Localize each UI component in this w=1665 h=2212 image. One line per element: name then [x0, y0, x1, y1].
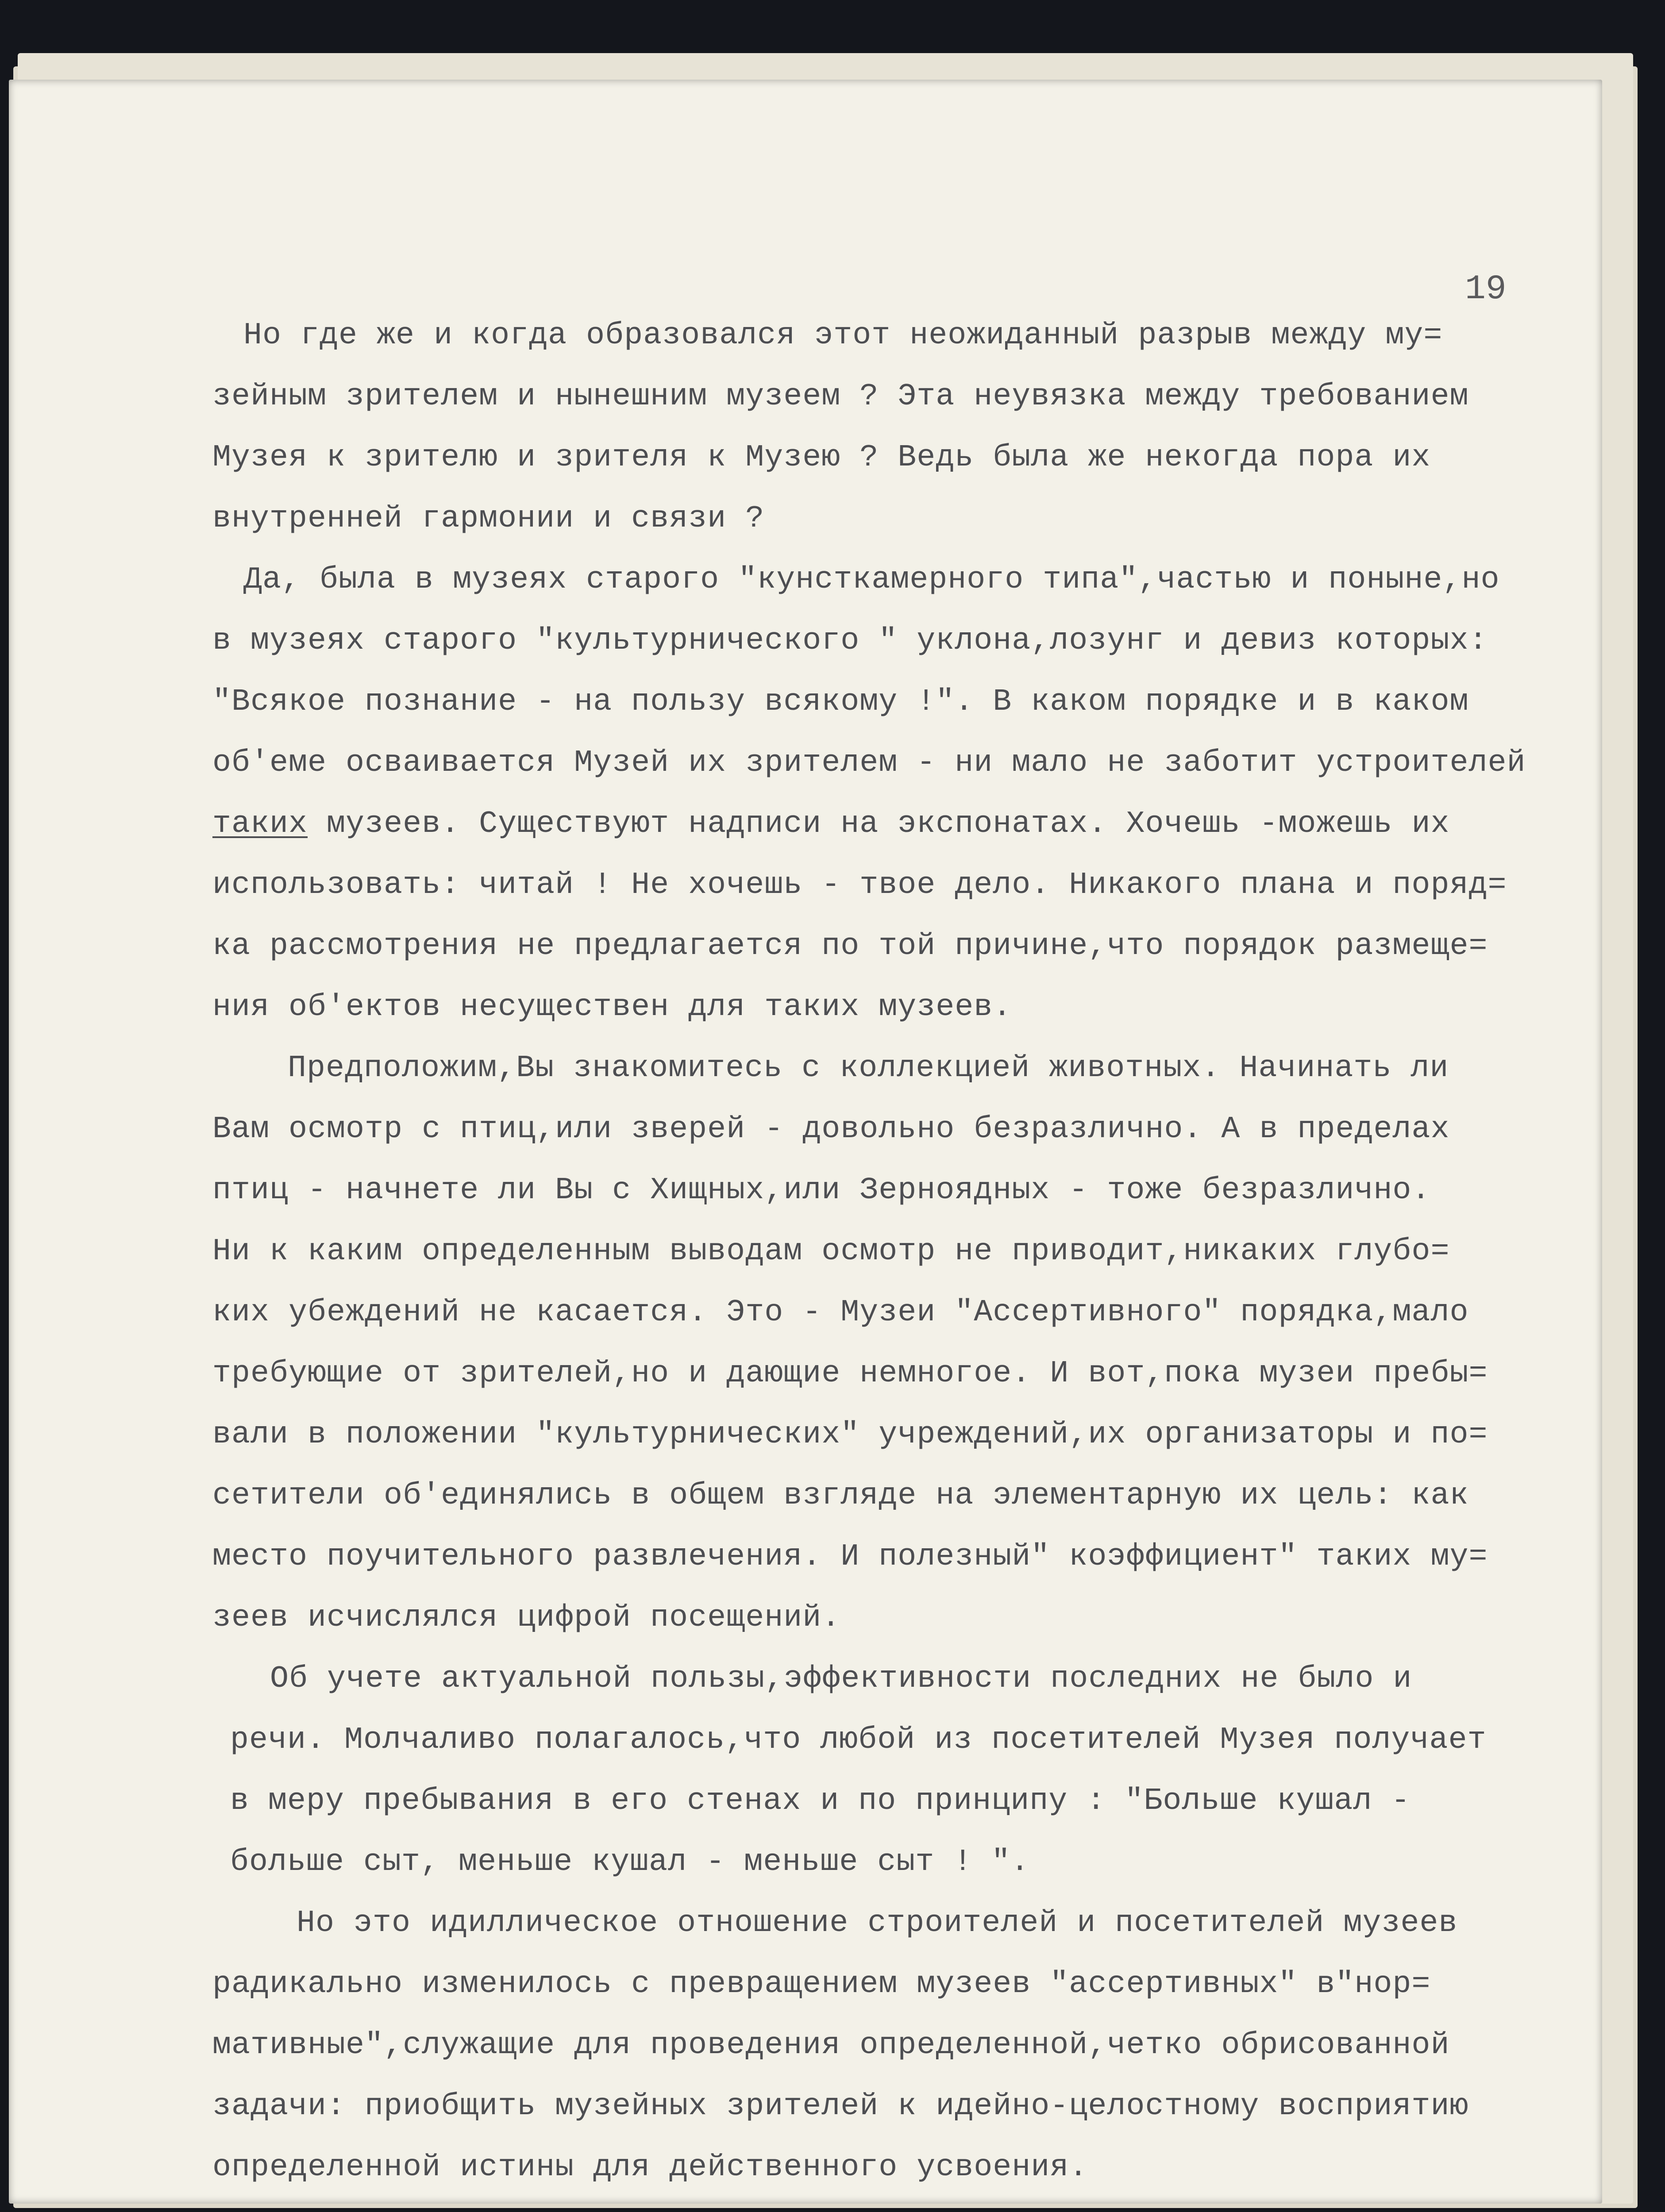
text-line: Предположим,Вы знакомитесь с коллекцией животных. Начинать ли — [288, 1051, 1449, 1086]
text-line: речи. Молчаливо полагалось,что любой из посетителей Музея получает — [230, 1723, 1487, 1758]
text-line: зейным зрителем и нынешним музеем ? Эта неувязка между требованием — [212, 379, 1469, 414]
text-line: ка рассмотрения не предлагается по той причине,что порядок размеще= — [212, 929, 1488, 964]
text-line: задачи: приобщить музейных зрителей к идейно-целостному восприятию — [212, 2089, 1469, 2124]
text-line: таких музеев. Существуют надписи на экспонатах. Хочешь -можешь их — [212, 807, 1450, 842]
text-line: место поучительного развлечения. И полезный" коэффициент" таких му= — [212, 1539, 1488, 1574]
text-line: использовать: читай ! Не хочешь - твое дело. Никакого плана и поряд= — [212, 868, 1507, 903]
text-line: радикально изменилось с превращением музеев "ассертивных" в"нор= — [212, 1967, 1431, 2002]
text-line: Да, была в музеях старого "кунсткамерного типа",частью и поныне,но — [243, 562, 1500, 597]
text-line: Об учете актуальной пользы,эффективности последних не было и — [270, 1662, 1412, 1697]
typewritten-page — [9, 80, 1602, 2204]
text-line: мативные",служащие для проведения определенной,четко обрисованной — [212, 2028, 1450, 2063]
text-line: Музея к зрителю и зрителя к Музею ? Ведь была же некогда пора их — [212, 440, 1431, 475]
text-line: Вам осмотр с птиц,или зверей - довольно безразлично. А в пределах — [212, 1112, 1450, 1147]
text-line: определенной истины для действенного усвоения. — [212, 2150, 1088, 2185]
text-line: зеев исчислялся цифрой посещений. — [212, 1600, 841, 1635]
text-line: больше сыт, меньше кушал - меньше сыт ! ". — [230, 1845, 1030, 1880]
text-line: ния об'ектов несуществен для таких музеев. — [212, 990, 1012, 1025]
text-line: в музеях старого "культурнического " уклона,лозунг и девиз которых: — [212, 623, 1488, 658]
text-line: вали в положении "культурнических" учреждений,их организаторы и по= — [212, 1417, 1488, 1452]
text-line: Ни к каким определенным выводам осмотр не приводит,никаких глубо= — [212, 1234, 1450, 1269]
text-line: сетители об'единялись в общем взгляде на элементарную их цель: как — [212, 1478, 1469, 1513]
page-body-text — [212, 305, 1584, 2198]
text-line: Но это идиллическое отношение строителей и посетителей музеев — [297, 1906, 1458, 1941]
text-line: птиц - начнете ли Вы с Хищных,или Зерноядных - тоже безразлично. — [212, 1173, 1431, 1208]
page-number: 19 — [1465, 270, 1507, 309]
text-line: требующие от зрителей,но и дающие немногое. И вот,пока музеи пребы= — [212, 1356, 1488, 1391]
text-line: Но где же и когда образовался этот неожиданный разрыв между му= — [243, 318, 1443, 353]
text-line: внутренней гармонии и связи ? — [212, 501, 765, 536]
text-line: "Всякое познание - на пользу всякому !". В каком порядке и в каком — [212, 685, 1469, 719]
text-line: об'еме осваивается Музей их зрителем - ни мало не заботит устроителей — [212, 746, 1526, 781]
text-line: в меру пребывания в его стенах и по принципу : "Больше кушал - — [230, 1784, 1411, 1819]
text-line: ких убеждений не касается. Это - Музеи "Ассертивного" порядка,мало — [212, 1295, 1469, 1330]
underlined-word: таких — [212, 807, 308, 842]
